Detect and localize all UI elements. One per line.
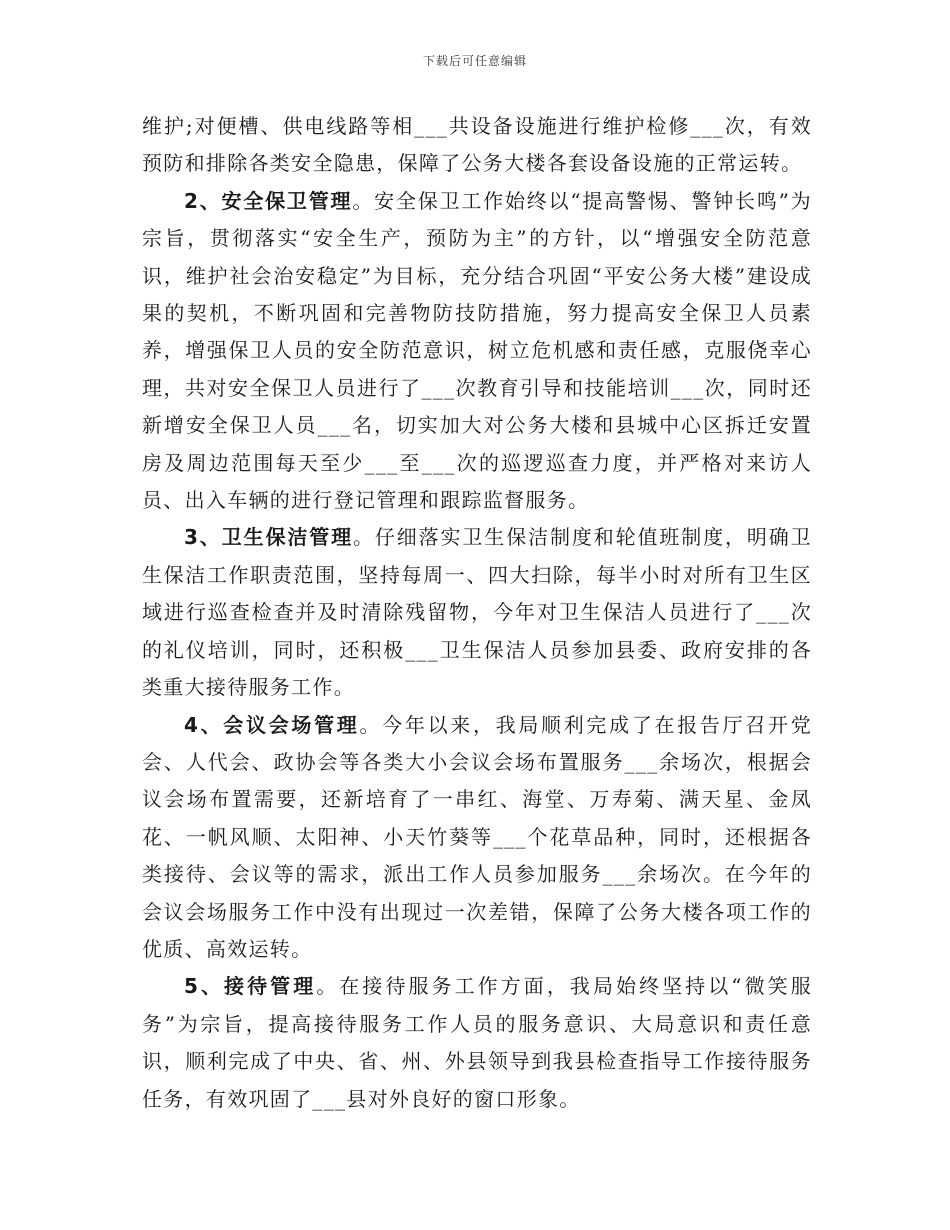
paragraph-body: 。安全保卫工作始终以“提高警惕、警钟长鸣”为宗旨，贯彻落实“安全生产，预防为主”的方针，以“增强安全防范意识，维护社会治安稳定”为目标，充分结合巩固“平安公务大楼”建设成果的契机，不断巩固和完善物防技防措施，努力提高安全保卫人员素养，增强保卫人员的安全防范意识，树立危机感和责任感，克服侥幸心理，共对安全保卫人员进行了___次教育引导和技能培训___次，同时还新增安全保卫人员___名，切实加大对公务大楼和县城中心区拆迁安置房及周边范围每天至少___至___次的巡逻巡查力度，并严格对来访人员、出入车辆的进行登记管理和跟踪监督服务。 — [142, 188, 812, 513]
section-heading: 5、接待管理 — [184, 974, 317, 999]
document-body — [142, 108, 812, 1118]
section-heading: 4、会议会场管理 — [184, 712, 360, 737]
paragraph-reception-management — [142, 968, 812, 1118]
page-header: 下载后可任意编辑 — [422, 54, 527, 68]
paragraph-meeting-venue-management — [142, 707, 812, 969]
paragraph-body: 。今年以来，我局顺利完成了在报告厅召开党会、人代会、政协会等各类大小会议会场布置服务___余场次，根据会议会场布置需要，还新培育了一串红、海堂、万寿菊、满天星、金凤花、一帆风顺、太阳神、小天竹葵等___个花草品种，同时，还根据各类接待、会议等的需求，派出工作人员参加服务___余场次。在今年的会议会场服务工作中没有出现过一次差错，保障了公务大楼各项工作的优质、高效运转。 — [142, 712, 812, 961]
paragraph-maintenance-continued — [142, 108, 812, 183]
section-heading: 3、卫生保洁管理 — [184, 525, 353, 550]
paragraph-security-management — [142, 183, 812, 520]
paragraph-body: 。在接待服务工作方面，我局始终坚持以“微笑服务”为宗旨，提高接待服务工作人员的服务意识、大局意识和责任意识，顺利完成了中央、省、州、外县领导到我县检查指导工作接待服务任务，有效巩固了___县对外良好的窗口形象。 — [142, 974, 812, 1111]
paragraph-cleaning-management — [142, 519, 812, 706]
paragraph-body: 。仔细落实卫生保洁制度和轮值班制度，明确卫生保洁工作职责范围，坚持每周一、四大扫除，每半小时对所有卫生区域进行巡查检查并及时清除残留物，今年对卫生保洁人员进行了___次的礼仪培训，同时，还积极___卫生保洁人员参加县委、政府安排的各类重大接待服务工作。 — [142, 525, 812, 700]
paragraph-body: 维护;对便槽、供电线路等相___共设备设施进行维护检修___次，有效预防和排除各类安全隐患，保障了公务大楼各套设备设施的正常运转。 — [142, 114, 812, 176]
section-heading: 2、安全保卫管理 — [184, 188, 353, 213]
